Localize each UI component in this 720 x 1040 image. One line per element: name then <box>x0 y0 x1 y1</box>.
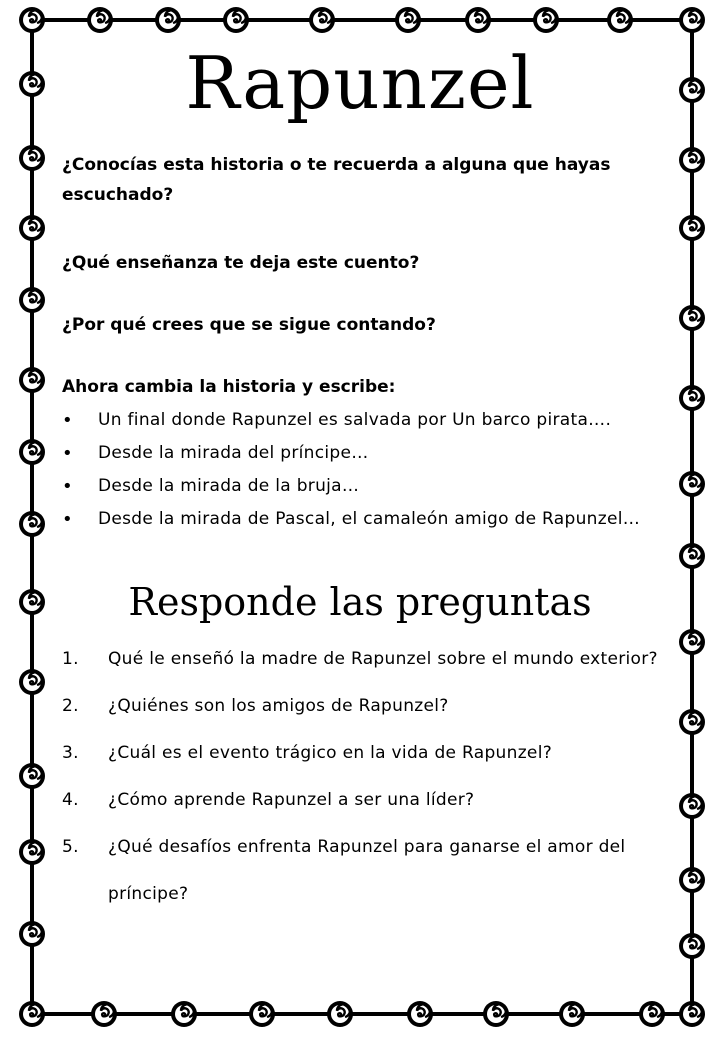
swirl-circle-icon <box>407 1001 433 1027</box>
list-item: • Desde la mirada de Pascal, el camaleón amigo de Rapunzel… <box>62 503 672 536</box>
question-1: ¿Conocías esta historia o te recuerda a alguna que hayas escuchado? <box>62 155 611 205</box>
item-number: 2. <box>62 696 79 716</box>
list-item: 5. ¿Qué desafíos enfrenta Rapunzel para ganarse el amor del príncipe? <box>62 824 672 918</box>
swirl-circle-icon <box>679 215 705 241</box>
question-2: ¿Qué enseñanza te deja este cuento? <box>62 253 420 273</box>
page-title: Rapunzel <box>185 41 535 125</box>
swirl-circle-icon <box>679 385 705 411</box>
swirl-circle-icon <box>19 215 45 241</box>
list-item: 1. Qué le enseñó la madre de Rapunzel sobre el mundo exterior? <box>62 636 672 683</box>
swirl-circle-icon <box>249 1001 275 1027</box>
swirl-circle-icon <box>679 709 705 735</box>
swirl-circle-icon <box>395 7 421 33</box>
swirl-circle-icon <box>19 839 45 865</box>
swirl-circle-icon <box>465 7 491 33</box>
swirl-circle-icon <box>679 7 705 33</box>
swirl-circle-icon <box>679 305 705 331</box>
swirl-circle-icon <box>679 933 705 959</box>
swirl-circle-icon <box>155 7 181 33</box>
swirl-circle-icon <box>679 471 705 497</box>
item-number: 3. <box>62 743 79 763</box>
section-title: Responde las preguntas <box>128 580 592 624</box>
swirl-circle-icon <box>223 7 249 33</box>
swirl-circle-icon <box>91 1001 117 1027</box>
bullet-icon: • <box>62 509 73 530</box>
rewrite-list <box>62 404 672 536</box>
swirl-circle-icon <box>679 543 705 569</box>
swirl-circle-icon <box>171 1001 197 1027</box>
bullet-icon: • <box>62 476 73 497</box>
swirl-circle-icon <box>19 439 45 465</box>
swirl-circle-icon <box>19 287 45 313</box>
swirl-circle-icon <box>559 1001 585 1027</box>
swirl-circle-icon <box>679 629 705 655</box>
swirl-circle-icon <box>679 147 705 173</box>
list-item: 3. ¿Cuál es el evento trágico en la vida de Rapunzel? <box>62 730 672 777</box>
swirl-circle-icon <box>19 367 45 393</box>
list-item: • Un final donde Rapunzel es salvada por Un barco pirata…. <box>62 404 672 437</box>
swirl-circle-icon <box>327 1001 353 1027</box>
swirl-circle-icon <box>309 7 335 33</box>
bullet-icon: • <box>62 410 73 431</box>
swirl-circle-icon <box>19 511 45 537</box>
swirl-circle-icon <box>607 7 633 33</box>
swirl-circle-icon <box>679 867 705 893</box>
bullet-icon: • <box>62 443 73 464</box>
swirl-circle-icon <box>679 793 705 819</box>
swirl-circle-icon <box>679 1001 705 1027</box>
list-item: • Desde la mirada del príncipe… <box>62 437 672 470</box>
swirl-circle-icon <box>19 1001 45 1027</box>
swirl-circle-icon <box>19 921 45 947</box>
item-number: 5. <box>62 837 79 857</box>
question-3: ¿Por qué crees que se sigue contando? <box>62 315 436 335</box>
questions-list <box>62 636 672 918</box>
item-number: 4. <box>62 790 79 810</box>
swirl-circle-icon <box>483 1001 509 1027</box>
swirl-circle-icon <box>87 7 113 33</box>
swirl-circle-icon <box>639 1001 665 1027</box>
rewrite-heading: Ahora cambia la historia y escribe: <box>62 377 396 397</box>
list-item: • Desde la mirada de la bruja… <box>62 470 672 503</box>
item-number: 1. <box>62 649 79 669</box>
swirl-circle-icon <box>533 7 559 33</box>
list-item: 4. ¿Cómo aprende Rapunzel a ser una líder? <box>62 777 672 824</box>
swirl-circle-icon <box>19 7 45 33</box>
swirl-circle-icon <box>19 669 45 695</box>
swirl-circle-icon <box>19 763 45 789</box>
swirl-circle-icon <box>19 145 45 171</box>
list-item: 2. ¿Quiénes son los amigos de Rapunzel? <box>62 683 672 730</box>
